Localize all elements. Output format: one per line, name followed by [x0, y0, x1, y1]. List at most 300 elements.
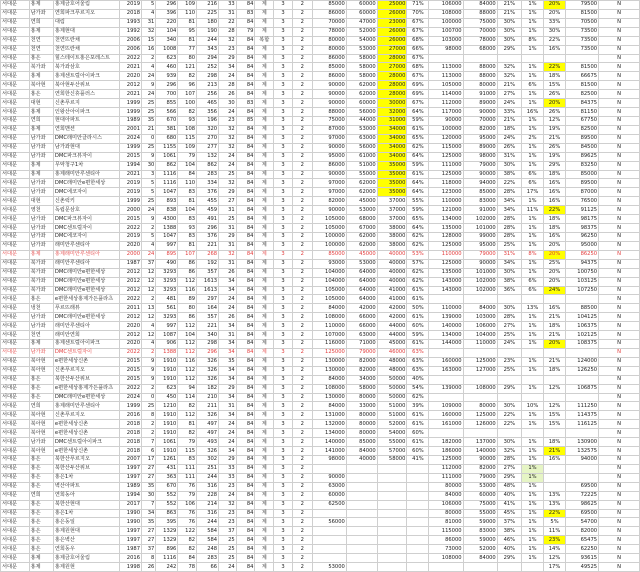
table-cell[interactable]: 137000 — [463, 438, 497, 447]
table-cell[interactable]: 82000 — [463, 125, 497, 134]
table-cell[interactable]: 90000 — [463, 170, 497, 179]
table-cell[interactable]: 1% — [521, 456, 543, 465]
table-cell[interactable]: 68% — [407, 36, 429, 45]
table-cell[interactable]: 13% — [521, 304, 543, 313]
table-cell[interactable]: 24 — [219, 304, 237, 313]
table-cell[interactable]: 98175 — [566, 215, 599, 224]
table-cell[interactable]: 계 — [255, 108, 274, 117]
table-cell[interactable]: 25% — [497, 241, 521, 250]
table-cell[interactable]: 서대문 — [1, 420, 30, 429]
table-cell[interactable]: 서대문 — [1, 179, 30, 188]
table-cell[interactable]: 36% — [497, 286, 521, 295]
table-cell[interactable]: N — [599, 268, 640, 277]
table-cell[interactable]: 1% — [521, 152, 543, 161]
table-cell[interactable]: DMC래미안e편한세상 — [53, 179, 119, 188]
table-cell[interactable]: 62% — [407, 268, 429, 277]
table-cell[interactable]: 84 — [236, 313, 255, 322]
table-cell[interactable]: 홍제 — [29, 72, 53, 81]
table-cell[interactable]: 15% — [544, 81, 566, 90]
table-cell[interactable]: 계 — [255, 241, 274, 250]
table-cell[interactable]: 88000 — [463, 9, 497, 18]
table-cell[interactable]: 1910 — [156, 447, 178, 456]
table-cell[interactable]: 80000 — [312, 45, 346, 54]
table-cell[interactable]: 16 — [142, 45, 156, 54]
table-cell[interactable]: 84 — [236, 366, 255, 375]
table-cell[interactable]: 54700 — [566, 518, 599, 527]
table-cell[interactable]: N — [599, 134, 640, 143]
table-cell[interactable]: 2 — [292, 134, 312, 143]
table-cell[interactable]: 115 — [178, 134, 197, 143]
table-cell[interactable]: 2018 — [119, 9, 141, 18]
table-cell[interactable]: 93615 — [566, 554, 599, 563]
table-cell[interactable]: e편한세상신촌 — [53, 447, 119, 456]
table-cell[interactable]: 18% — [544, 366, 566, 375]
table-cell[interactable]: 홍은 — [29, 509, 53, 518]
table-cell[interactable] — [377, 545, 407, 554]
table-cell[interactable]: 25 — [142, 402, 156, 411]
table-cell[interactable]: 2 — [292, 116, 312, 125]
table-cell[interactable]: 2015 — [119, 366, 141, 375]
table-cell[interactable]: 29% — [497, 473, 521, 482]
table-cell[interactable]: 124000 — [566, 357, 599, 366]
table-cell[interactable]: 69% — [407, 81, 429, 90]
table-cell[interactable]: 신촌럭키 — [53, 197, 119, 206]
table-cell[interactable]: 남가좌 — [29, 143, 53, 152]
table-cell[interactable]: 서대문 — [1, 206, 30, 215]
table-cell[interactable]: DMC래미안e편한세상 — [53, 268, 119, 277]
table-cell[interactable]: 906 — [156, 340, 178, 349]
table-cell[interactable]: 푸르뜨래뷰 — [53, 304, 119, 313]
table-cell[interactable]: 3 — [142, 170, 156, 179]
table-cell[interactable]: 100000 — [429, 18, 463, 27]
table-cell[interactable]: 42000 — [377, 313, 407, 322]
table-cell[interactable]: 2 — [142, 348, 156, 357]
table-cell[interactable]: 연희 — [29, 402, 53, 411]
table-cell[interactable] — [377, 536, 407, 545]
table-cell[interactable]: 남가좌 — [29, 322, 53, 331]
table-cell[interactable]: 79 — [178, 491, 197, 500]
table-cell[interactable]: 49525 — [566, 563, 599, 572]
table-cell[interactable]: 서대문 — [1, 108, 30, 117]
table-cell[interactable]: 3 — [274, 500, 293, 509]
table-cell[interactable] — [566, 464, 599, 473]
table-cell[interactable]: 42000 — [346, 304, 377, 313]
table-cell[interactable]: 123000 — [429, 188, 463, 197]
table-cell[interactable]: 계 — [255, 116, 274, 125]
table-cell[interactable]: 12% — [544, 384, 566, 393]
table-cell[interactable]: 34000 — [377, 134, 407, 143]
table-cell[interactable]: 15% — [544, 420, 566, 429]
table-cell[interactable]: 1% — [521, 161, 543, 170]
table-cell[interactable]: 1% — [521, 366, 543, 375]
table-cell[interactable]: 298 — [197, 72, 219, 81]
table-cell[interactable]: 84 — [236, 411, 255, 420]
table-cell[interactable]: 106000 — [463, 322, 497, 331]
table-cell[interactable] — [312, 509, 346, 518]
table-cell[interactable]: 9 — [142, 375, 156, 384]
table-cell[interactable]: 80000 — [346, 411, 377, 420]
table-cell[interactable]: 139000 — [429, 384, 463, 393]
table-cell[interactable]: 22% — [497, 420, 521, 429]
table-cell[interactable]: 남가좌 — [29, 232, 53, 241]
table-cell[interactable]: 670 — [156, 482, 178, 491]
table-cell[interactable]: 125000 — [463, 411, 497, 420]
table-cell[interactable]: 27 — [142, 464, 156, 473]
table-cell[interactable]: 100 — [178, 99, 197, 108]
table-cell[interactable]: 홍제 — [29, 108, 53, 117]
table-cell[interactable]: 계 — [255, 545, 274, 554]
table-cell[interactable]: 497 — [197, 429, 219, 438]
table-cell[interactable]: 196 — [197, 116, 219, 125]
table-cell[interactable]: 29 — [219, 232, 237, 241]
table-cell[interactable]: 56000 — [312, 518, 346, 527]
table-cell[interactable]: N — [599, 411, 640, 420]
table-cell[interactable]: 112 — [178, 411, 197, 420]
table-cell[interactable]: 125000 — [429, 241, 463, 250]
table-cell[interactable]: 584 — [197, 536, 219, 545]
table-cell[interactable]: 남가좌 — [29, 241, 53, 250]
table-cell[interactable]: 서대문 — [1, 134, 30, 143]
table-cell[interactable]: 2 — [292, 18, 312, 27]
table-cell[interactable]: 44000 — [377, 322, 407, 331]
table-cell[interactable] — [377, 482, 407, 491]
table-cell[interactable]: N — [599, 232, 640, 241]
table-cell[interactable]: 22% — [544, 36, 566, 45]
table-cell[interactable]: 37000 — [377, 206, 407, 215]
table-cell[interactable]: 89000 — [463, 143, 497, 152]
table-cell[interactable]: 1987 — [119, 545, 141, 554]
table-cell[interactable]: 34 — [219, 393, 237, 402]
table-cell[interactable]: 래미안연희 — [53, 331, 119, 340]
table-cell[interactable]: 51000 — [377, 411, 407, 420]
table-cell[interactable]: 210 — [197, 393, 219, 402]
table-cell[interactable]: 104000 — [463, 331, 497, 340]
table-cell[interactable]: 106875 — [566, 384, 599, 393]
table-cell[interactable]: 27% — [497, 464, 521, 473]
table-cell[interactable]: 4 — [142, 241, 156, 250]
table-cell[interactable]: N — [599, 348, 640, 357]
table-cell[interactable]: 58000 — [346, 384, 377, 393]
table-cell[interactable]: 1994 — [119, 491, 141, 500]
table-cell[interactable]: N — [599, 18, 640, 27]
table-cell[interactable]: 홍제래미안루센티아 — [53, 402, 119, 411]
table-cell[interactable]: 1% — [521, 232, 543, 241]
table-cell[interactable] — [429, 563, 463, 572]
table-cell[interactable]: 홍제 — [29, 250, 53, 259]
table-cell[interactable]: 3 — [274, 447, 293, 456]
table-cell[interactable]: 41% — [407, 456, 429, 465]
table-cell[interactable]: 2 — [292, 456, 312, 465]
table-cell[interactable]: 326 — [197, 411, 219, 420]
table-cell[interactable]: 326 — [197, 447, 219, 456]
table-cell[interactable]: 84 — [236, 348, 255, 357]
table-cell[interactable] — [377, 473, 407, 482]
table-cell[interactable] — [346, 536, 377, 545]
table-cell[interactable]: 50000 — [377, 375, 407, 384]
table-cell[interactable]: 서대문 — [1, 331, 30, 340]
table-cell[interactable]: 84 — [236, 277, 255, 286]
table-cell[interactable]: 3 — [274, 536, 293, 545]
table-cell[interactable]: 114375 — [566, 411, 599, 420]
table-cell[interactable]: 32% — [497, 72, 521, 81]
table-cell[interactable]: 93000 — [312, 259, 346, 268]
table-cell[interactable]: 84 — [236, 527, 255, 536]
table-cell[interactable]: 61% — [407, 125, 429, 134]
table-cell[interactable]: 5 — [142, 1, 156, 10]
table-cell[interactable]: 8% — [521, 36, 543, 45]
table-cell[interactable]: 316 — [197, 482, 219, 491]
table-cell[interactable] — [429, 429, 463, 438]
table-cell[interactable]: 343 — [197, 45, 219, 54]
table-cell[interactable]: 1% — [521, 259, 543, 268]
table-cell[interactable]: 112000 — [429, 99, 463, 108]
table-cell[interactable]: 1% — [521, 143, 543, 152]
table-cell[interactable]: 서대문 — [1, 277, 30, 286]
table-cell[interactable]: 76 — [178, 482, 197, 491]
table-cell[interactable]: 25% — [497, 366, 521, 375]
table-cell[interactable]: 16% — [544, 197, 566, 206]
table-cell[interactable]: 32 — [219, 36, 237, 45]
table-cell[interactable]: 2020 — [119, 241, 141, 250]
table-cell[interactable]: 2 — [292, 9, 312, 18]
table-cell[interactable]: 1% — [521, 313, 543, 322]
table-cell[interactable]: 85000 — [346, 438, 377, 447]
table-cell[interactable]: 95000 — [566, 241, 599, 250]
table-cell[interactable]: 86000 — [312, 161, 346, 170]
table-cell[interactable]: 34% — [497, 197, 521, 206]
table-cell[interactable]: 홍은 — [29, 295, 53, 304]
table-cell[interactable]: 66675 — [566, 72, 599, 81]
table-cell[interactable]: 61% — [407, 170, 429, 179]
table-cell[interactable]: 55000 — [346, 170, 377, 179]
table-cell[interactable]: 계 — [255, 331, 274, 340]
table-cell[interactable]: 연희한신휴플러스 — [53, 90, 119, 99]
table-cell[interactable]: 1997 — [119, 536, 141, 545]
table-cell[interactable] — [497, 429, 521, 438]
table-cell[interactable]: 계 — [255, 81, 274, 90]
table-cell[interactable]: 계 — [255, 63, 274, 72]
table-cell[interactable]: 1% — [521, 72, 543, 81]
table-cell[interactable]: DMC센트럴자이 — [53, 348, 119, 357]
table-cell[interactable]: 103000 — [429, 36, 463, 45]
table-cell[interactable]: 104 — [178, 161, 197, 170]
table-cell[interactable]: 19% — [544, 125, 566, 134]
table-cell[interactable]: 623 — [156, 54, 178, 63]
table-cell[interactable]: 26 — [142, 563, 156, 572]
table-cell[interactable]: 홍은 — [29, 536, 53, 545]
table-cell[interactable]: 2015 — [119, 152, 141, 161]
table-cell[interactable]: 3 — [274, 313, 293, 322]
table-cell[interactable]: 20% — [544, 250, 566, 259]
table-cell[interactable]: 98000 — [463, 152, 497, 161]
table-cell[interactable]: 395 — [156, 518, 178, 527]
table-cell[interactable]: DMC래미안e편한세상 — [53, 313, 119, 322]
table-cell[interactable]: N — [599, 384, 640, 393]
table-cell[interactable]: 26% — [544, 90, 566, 99]
table-cell[interactable]: 1% — [521, 215, 543, 224]
table-cell[interactable]: 84 — [236, 36, 255, 45]
table-cell[interactable]: 53000 — [346, 45, 377, 54]
table-cell[interactable]: 32 — [219, 125, 237, 134]
table-cell[interactable]: 12 — [142, 286, 156, 295]
table-cell[interactable]: 계 — [255, 482, 274, 491]
table-cell[interactable]: DMC에코자이 — [53, 188, 119, 197]
table-cell[interactable]: 61% — [407, 313, 429, 322]
table-cell[interactable]: 104 — [178, 331, 197, 340]
table-cell[interactable]: 82000 — [312, 197, 346, 206]
table-cell[interactable]: 북아현 — [29, 366, 53, 375]
table-cell[interactable] — [566, 429, 599, 438]
table-cell[interactable]: 인왕산아이파크 — [53, 108, 119, 117]
table-cell[interactable]: 86 — [178, 259, 197, 268]
table-cell[interactable]: 130900 — [566, 438, 599, 447]
table-cell[interactable]: 76500 — [566, 197, 599, 206]
table-cell[interactable]: 2 — [292, 304, 312, 313]
table-cell[interactable]: 북한산푸르지오 — [53, 456, 119, 465]
table-cell[interactable]: 2 — [292, 447, 312, 456]
table-cell[interactable]: 서대문 — [1, 27, 30, 36]
table-cell[interactable]: 2 — [292, 500, 312, 509]
table-cell[interactable]: 34 — [219, 286, 237, 295]
table-cell[interactable]: 1% — [521, 1, 543, 10]
table-cell[interactable]: 38% — [497, 527, 521, 536]
table-cell[interactable]: 서대문 — [1, 429, 30, 438]
table-cell[interactable]: 33 — [219, 1, 237, 10]
table-cell[interactable]: 62% — [407, 143, 429, 152]
table-cell[interactable] — [407, 500, 429, 509]
table-cell[interactable]: 106375 — [566, 322, 599, 331]
table-cell[interactable]: 42000 — [377, 304, 407, 313]
table-cell[interactable]: 64% — [407, 179, 429, 188]
table-cell[interactable]: 320 — [197, 125, 219, 134]
table-cell[interactable]: 5 — [142, 179, 156, 188]
table-cell[interactable]: 84 — [236, 384, 255, 393]
table-cell[interactable]: 21% — [544, 357, 566, 366]
table-cell[interactable]: 홍제 — [29, 554, 53, 563]
table-cell[interactable]: 2000 — [119, 206, 141, 215]
table-cell[interactable]: 신촌푸르지 — [53, 99, 119, 108]
table-cell[interactable]: 30 — [142, 491, 156, 500]
table-cell[interactable]: 552 — [156, 491, 178, 500]
table-cell[interactable]: N — [599, 72, 640, 81]
table-cell[interactable]: 8% — [521, 250, 543, 259]
table-cell[interactable]: 2 — [292, 384, 312, 393]
table-cell[interactable]: 38% — [497, 277, 521, 286]
table-cell[interactable]: N — [599, 36, 640, 45]
table-cell[interactable]: 83 — [236, 99, 255, 108]
table-cell[interactable]: 1388 — [156, 224, 178, 233]
table-cell[interactable]: 115 — [178, 447, 197, 456]
table-cell[interactable]: 104 — [156, 27, 178, 36]
table-cell[interactable]: 3 — [274, 527, 293, 536]
table-cell[interactable]: 53% — [407, 250, 429, 259]
table-cell[interactable]: 3 — [274, 241, 293, 250]
table-cell[interactable]: 2022 — [119, 54, 141, 63]
table-cell[interactable]: N — [599, 161, 640, 170]
table-cell[interactable]: 296 — [156, 1, 178, 10]
table-cell[interactable]: 3 — [274, 438, 293, 447]
table-cell[interactable]: N — [599, 482, 640, 491]
table-cell[interactable]: 82 — [178, 72, 197, 81]
table-cell[interactable]: 110000 — [463, 340, 497, 349]
table-cell[interactable]: 105000 — [312, 295, 346, 304]
table-cell[interactable]: 2001 — [119, 125, 141, 134]
table-cell[interactable]: 60% — [407, 429, 429, 438]
table-cell[interactable]: 1% — [521, 63, 543, 72]
table-cell[interactable]: 계 — [255, 295, 274, 304]
table-cell[interactable]: 111 — [178, 473, 197, 482]
table-cell[interactable] — [566, 348, 599, 357]
table-cell[interactable]: 계 — [255, 206, 274, 215]
table-cell[interactable]: 2021 — [119, 63, 141, 72]
table-cell[interactable]: 2012 — [119, 268, 141, 277]
table-cell[interactable]: 127000 — [463, 366, 497, 375]
table-cell[interactable]: 270 — [197, 134, 219, 143]
table-cell[interactable]: 1% — [521, 116, 543, 125]
table-cell[interactable]: 55000 — [463, 509, 497, 518]
table-cell[interactable]: 101000 — [463, 224, 497, 233]
table-cell[interactable] — [346, 563, 377, 572]
table-cell[interactable]: 서대문 — [1, 259, 30, 268]
table-cell[interactable]: 1999 — [119, 143, 141, 152]
table-cell[interactable]: 2 — [292, 206, 312, 215]
table-cell[interactable]: 1388 — [156, 348, 178, 357]
table-cell[interactable]: 21% — [497, 116, 521, 125]
table-cell[interactable]: 3 — [274, 9, 293, 18]
table-cell[interactable]: 277 — [197, 143, 219, 152]
table-cell[interactable]: 2 — [292, 411, 312, 420]
table-cell[interactable]: 30% — [497, 438, 521, 447]
table-cell[interactable]: 2 — [292, 170, 312, 179]
table-cell[interactable]: 83250 — [566, 161, 599, 170]
table-cell[interactable]: 95000 — [463, 241, 497, 250]
table-cell[interactable]: N — [599, 188, 640, 197]
table-cell[interactable]: 3 — [274, 420, 293, 429]
table-cell[interactable]: 6% — [521, 277, 543, 286]
table-cell[interactable]: 4 — [142, 340, 156, 349]
table-cell[interactable]: 37 — [142, 545, 156, 554]
table-cell[interactable]: 2021 — [119, 90, 141, 99]
table-cell[interactable]: 2019 — [119, 179, 141, 188]
table-cell[interactable]: 110 — [178, 179, 197, 188]
table-cell[interactable]: 북가좌 — [29, 259, 53, 268]
table-cell[interactable]: 북가좌삼호 — [53, 63, 119, 72]
table-cell[interactable]: N — [599, 509, 640, 518]
table-cell[interactable]: 108375 — [566, 340, 599, 349]
table-cell[interactable]: 2019 — [119, 232, 141, 241]
table-cell[interactable] — [544, 348, 566, 357]
table-cell[interactable]: 3 — [274, 277, 293, 286]
table-cell[interactable]: 32 — [219, 250, 237, 259]
table-cell[interactable]: 1329 — [156, 527, 178, 536]
table-cell[interactable]: 서대문 — [1, 491, 30, 500]
table-cell[interactable]: 계 — [255, 259, 274, 268]
table-cell[interactable]: 45% — [497, 509, 521, 518]
table-cell[interactable]: 계 — [255, 170, 274, 179]
table-cell[interactable]: 신촌푸르지오 — [53, 366, 119, 375]
table-cell[interactable]: 84 — [236, 1, 255, 10]
table-cell[interactable]: 22% — [544, 509, 566, 518]
table-cell[interactable]: 108000 — [312, 384, 346, 393]
table-cell[interactable]: 41000 — [377, 286, 407, 295]
table-cell[interactable]: 69500 — [566, 509, 599, 518]
table-cell[interactable]: 28% — [497, 215, 521, 224]
table-cell[interactable]: 서대문 — [1, 554, 30, 563]
table-cell[interactable]: 94000 — [463, 179, 497, 188]
table-cell[interactable]: 84 — [236, 108, 255, 117]
table-cell[interactable]: 84 — [236, 45, 255, 54]
table-cell[interactable]: 84 — [236, 63, 255, 72]
